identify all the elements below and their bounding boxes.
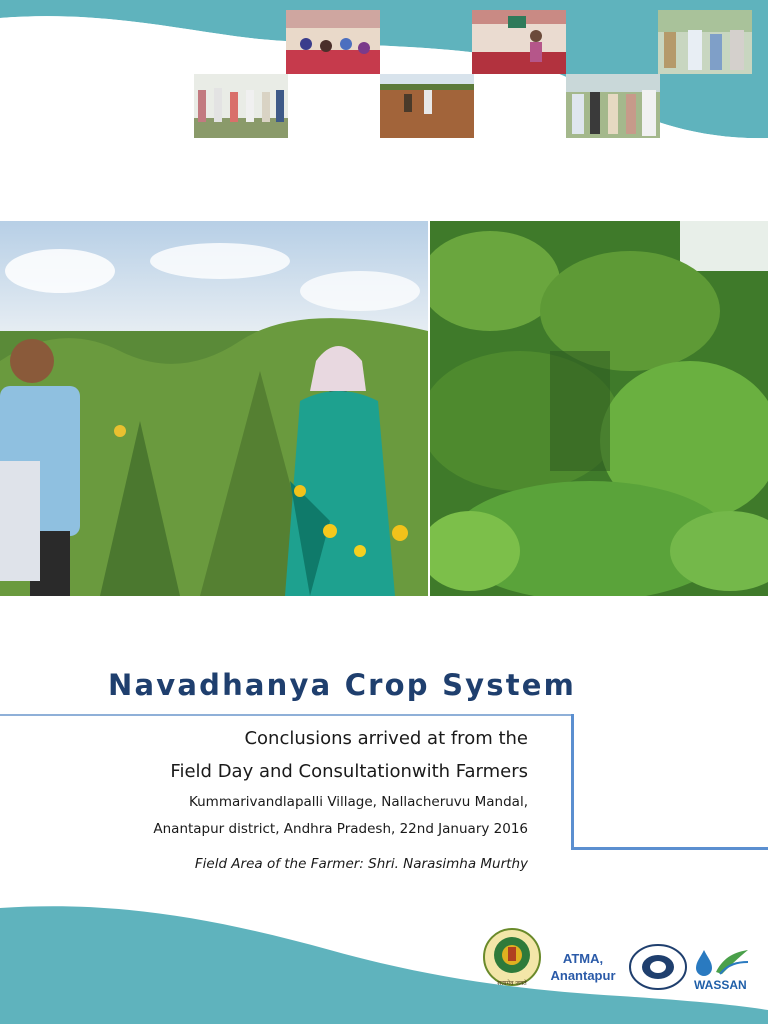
location-line-1: Kummarivandlapalli Village, Nallacheruvu Mandal, [188,794,528,810]
event-photo-6 [566,74,660,138]
title-underline [0,714,574,716]
frame-vertical-line [571,714,574,850]
subtitle-line-2: Field Day and Consultationwith Farmers [170,761,528,782]
atma-label: ATMA, [562,951,604,966]
svg-text:सत्यमेव जयते: सत्यमेव जयते [497,980,527,987]
subtitle-line-1: Conclusions arrived at from the [244,728,528,749]
field-photo-farmers [0,221,428,596]
anantapur-label: Anantapur [550,968,616,983]
event-photo-1 [286,10,380,74]
field-area-note: Field Area of the Farmer: Shri. Narasimha Murthy [194,856,528,872]
andhra-pradesh-emblem-logo [482,927,542,989]
rainfed-network-logo [628,942,688,992]
frame-bottom-line [571,847,768,850]
wassan-label: WASSAN [694,978,747,992]
event-photo-5 [380,74,474,138]
event-photo-4 [194,74,288,138]
page-title: Navadhanya Crop System [108,668,577,702]
wassan-logo-icon [694,946,750,978]
field-photo-crops [430,221,768,596]
atma-anantapur-label [548,950,618,984]
event-photo-3 [658,10,752,74]
event-photo-2 [472,10,566,74]
location-line-2: Anantapur district, Andhra Pradesh, 22nd January 2016 [153,821,528,837]
